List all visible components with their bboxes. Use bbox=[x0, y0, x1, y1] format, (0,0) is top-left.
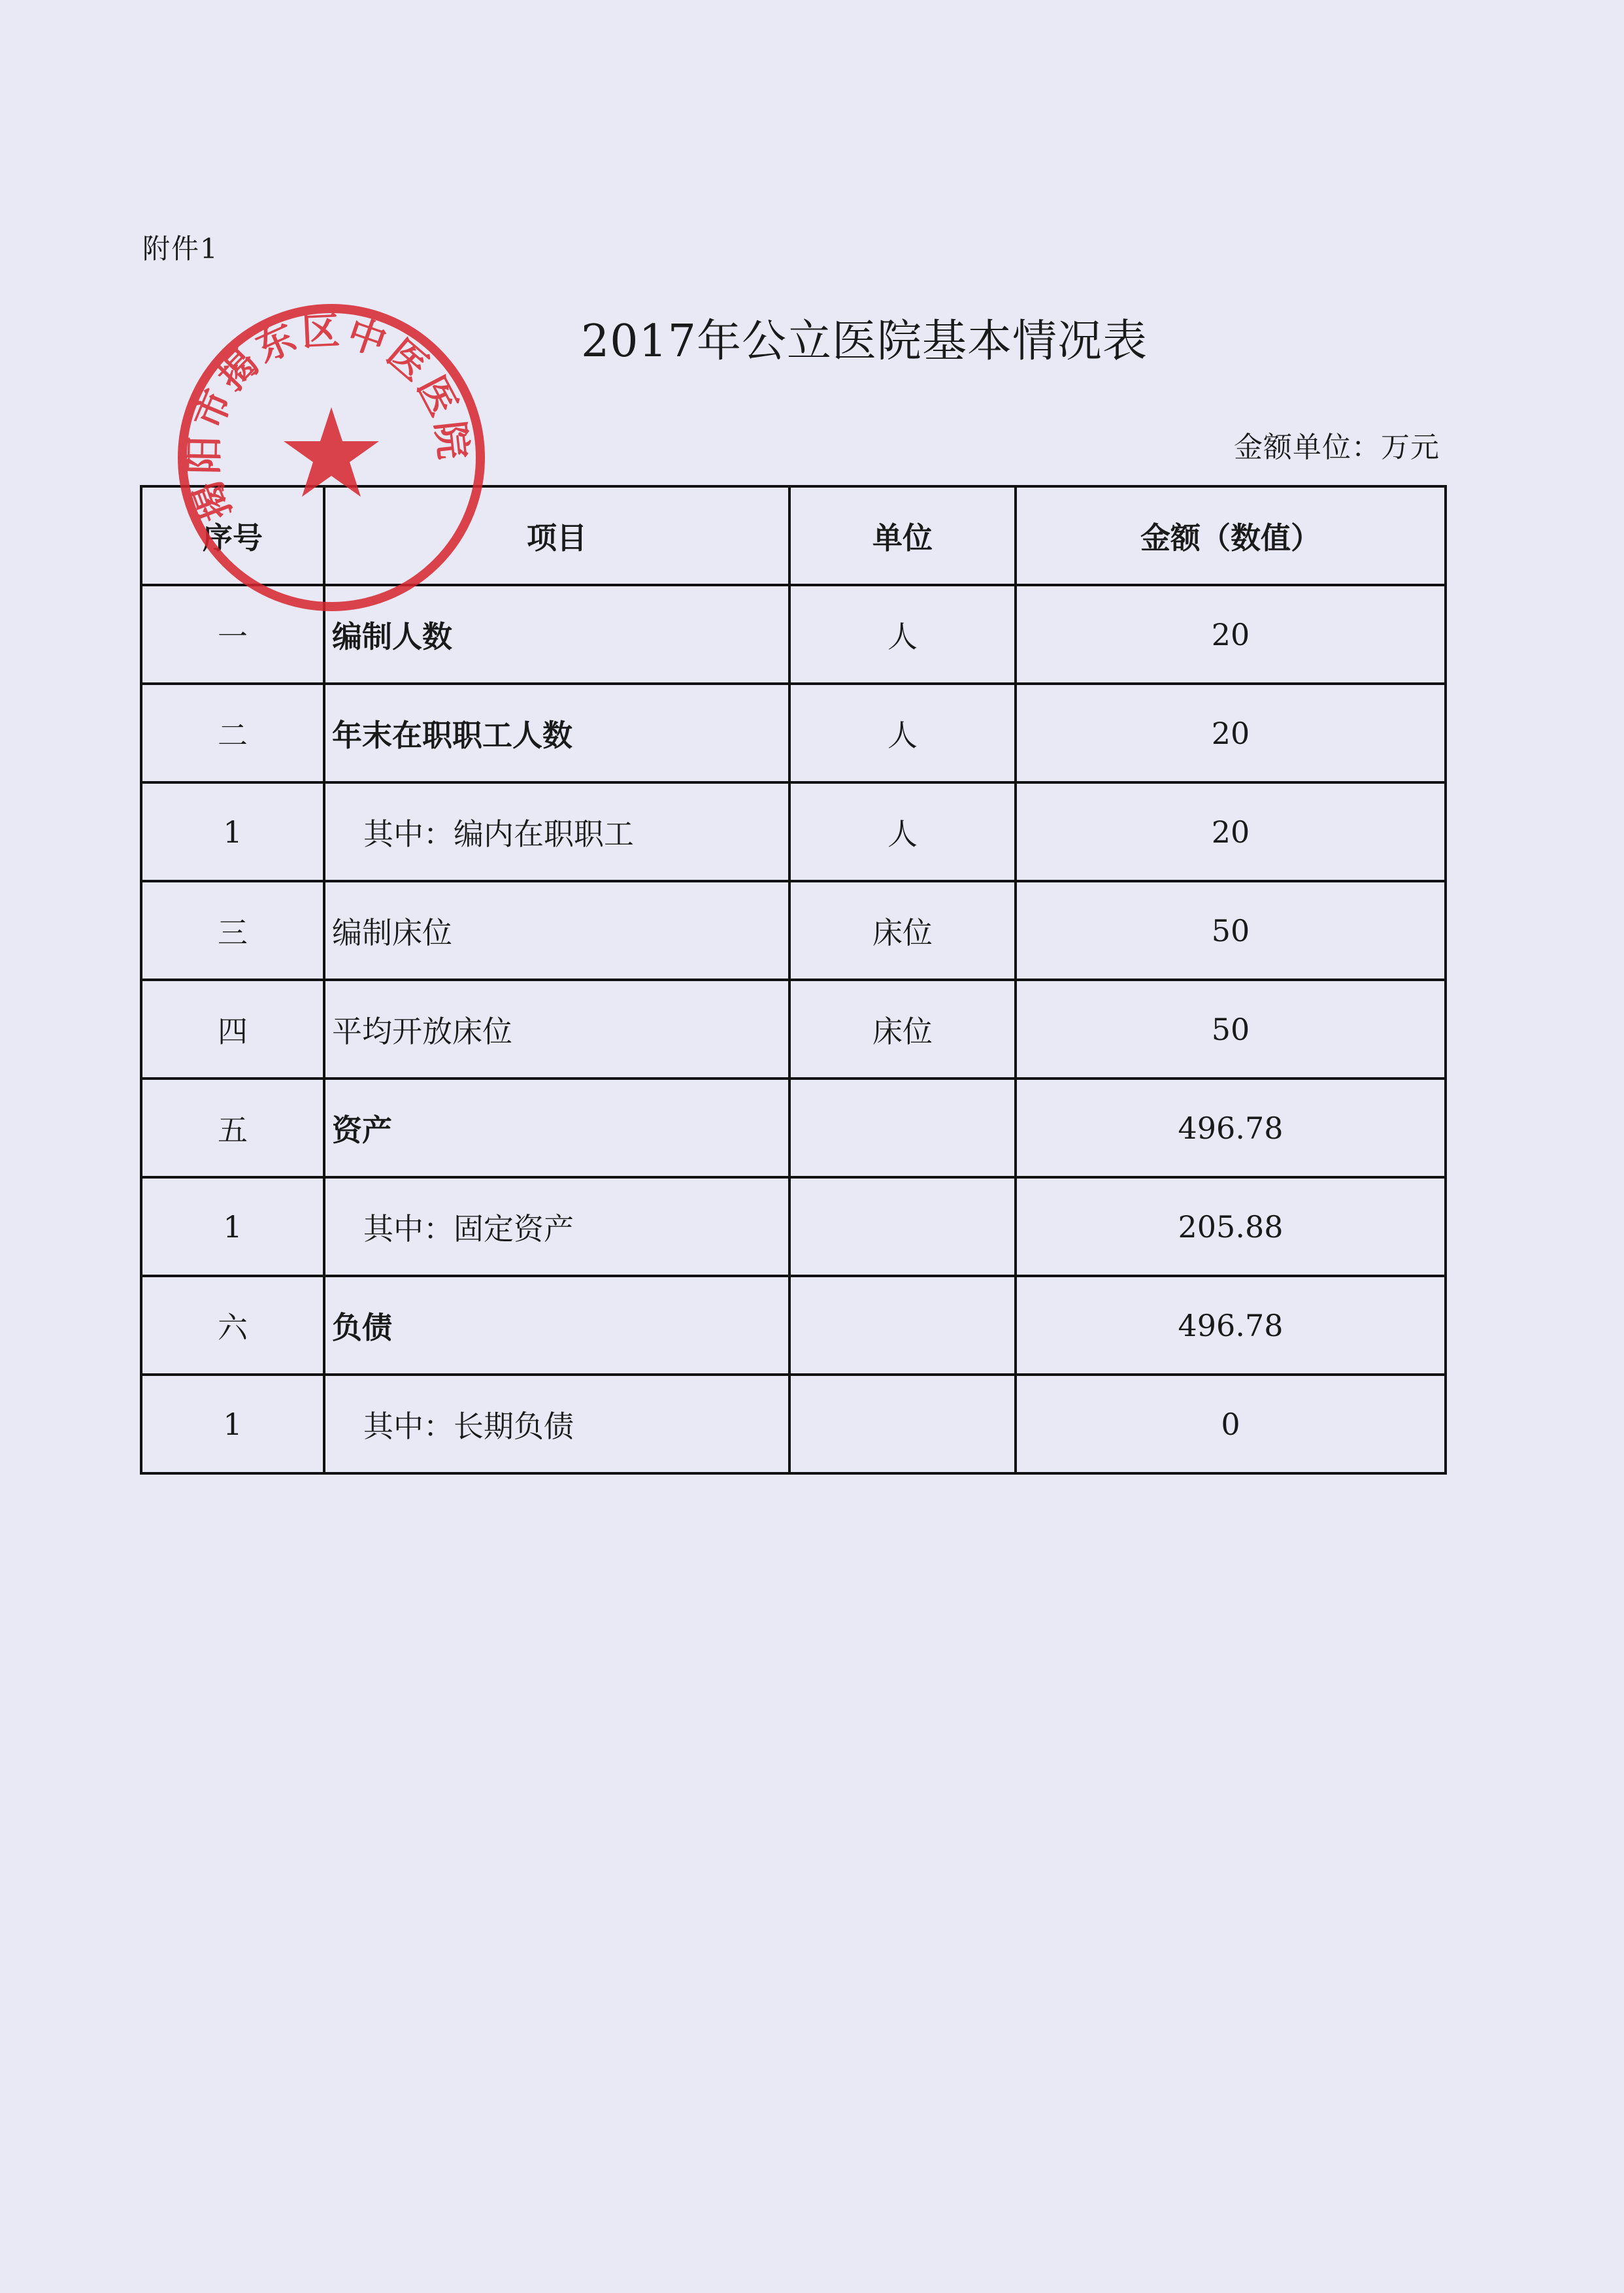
row-amount: 50 bbox=[1016, 881, 1446, 980]
row-unit bbox=[789, 1375, 1016, 1473]
table-header-row bbox=[141, 486, 1446, 585]
row-amount: 20 bbox=[1016, 684, 1446, 782]
table-row bbox=[141, 881, 1446, 980]
seal-lettering-path: 揭阳市揭东区中医医院 bbox=[181, 308, 476, 527]
row-item: 负债 bbox=[324, 1276, 789, 1375]
table-body bbox=[141, 585, 1446, 1473]
row-unit: 床位 bbox=[789, 881, 1016, 980]
row-item: 年末在职职工人数 bbox=[324, 684, 789, 782]
header-item: 项目 bbox=[324, 486, 789, 585]
row-item: 编制床位 bbox=[324, 881, 789, 980]
seal-star-icon bbox=[284, 407, 379, 497]
row-serial-number: 1 bbox=[141, 782, 324, 881]
row-amount: 205.88 bbox=[1016, 1177, 1446, 1276]
table-row bbox=[141, 782, 1446, 881]
row-item: 其中：编内在职职工 bbox=[324, 782, 789, 881]
hospital-basic-info-table bbox=[140, 485, 1447, 1475]
attachment-label: 附件1 bbox=[142, 233, 219, 265]
row-serial-number: 1 bbox=[141, 1177, 324, 1276]
row-unit bbox=[789, 1177, 1016, 1276]
row-serial-number: 四 bbox=[141, 980, 324, 1079]
row-serial-number: 二 bbox=[141, 684, 324, 782]
row-serial-number: 1 bbox=[141, 1375, 324, 1473]
row-unit: 人 bbox=[789, 684, 1016, 782]
row-serial-number: 一 bbox=[141, 585, 324, 684]
table-row bbox=[141, 980, 1446, 1079]
row-item: 资产 bbox=[324, 1079, 789, 1177]
table-row bbox=[141, 1375, 1446, 1473]
row-unit: 人 bbox=[789, 585, 1016, 684]
row-item: 编制人数 bbox=[324, 585, 789, 684]
row-serial-number: 六 bbox=[141, 1276, 324, 1375]
row-amount: 0 bbox=[1016, 1375, 1446, 1473]
row-amount: 50 bbox=[1016, 980, 1446, 1079]
header-serial-number: 序号 bbox=[141, 486, 324, 585]
row-amount: 20 bbox=[1016, 782, 1446, 881]
header-unit: 单位 bbox=[789, 486, 1016, 585]
row-serial-number: 三 bbox=[141, 881, 324, 980]
table-row bbox=[141, 1079, 1446, 1177]
row-unit bbox=[789, 1276, 1016, 1375]
row-amount: 496.78 bbox=[1016, 1276, 1446, 1375]
table-row bbox=[141, 1276, 1446, 1375]
table-row bbox=[141, 1177, 1446, 1276]
row-unit: 床位 bbox=[789, 980, 1016, 1079]
row-serial-number: 五 bbox=[141, 1079, 324, 1177]
row-amount: 496.78 bbox=[1016, 1079, 1446, 1177]
row-item: 平均开放床位 bbox=[324, 980, 789, 1079]
row-amount: 20 bbox=[1016, 585, 1446, 684]
row-item: 其中：长期负债 bbox=[324, 1375, 789, 1473]
row-unit: 人 bbox=[789, 782, 1016, 881]
table-row bbox=[141, 585, 1446, 684]
amount-unit-note: 金额单位：万元 bbox=[1234, 431, 1440, 464]
row-unit bbox=[789, 1079, 1016, 1177]
row-item: 其中：固定资产 bbox=[324, 1177, 789, 1276]
table-row bbox=[141, 684, 1446, 782]
document-title: 2017年公立医院基本情况表 bbox=[580, 316, 1148, 367]
header-amount: 金额（数值） bbox=[1016, 486, 1446, 585]
